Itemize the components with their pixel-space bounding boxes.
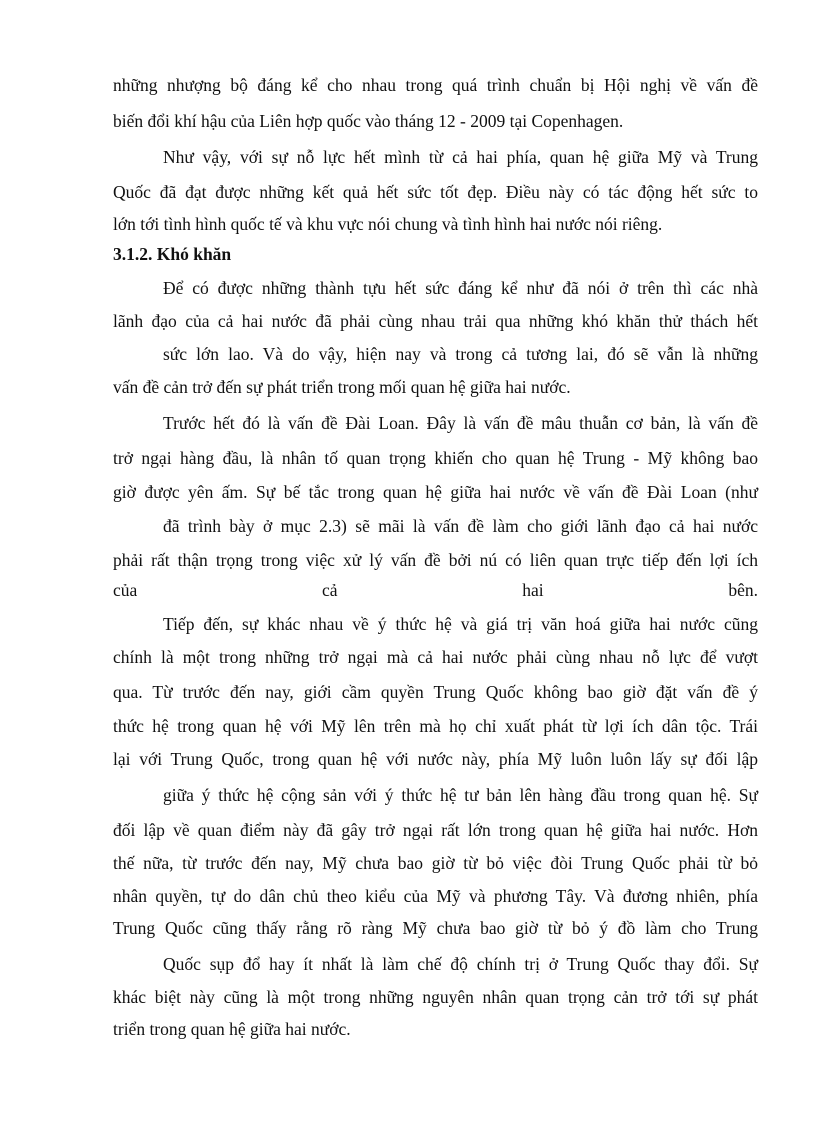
text-line: Để có được những thành tựu hết sức đáng kể như đã nói ở trên thì các nhà: [163, 278, 758, 298]
text-line: phải rất thận trọng trong việc xử lý vấn đề bởi nú có liên quan trực tiếp đến lợi ích: [113, 550, 758, 570]
text-line: biến đổi khí hậu của Liên hợp quốc vào tháng 12 - 2009 tại Copenhagen.: [113, 111, 624, 131]
text-line: Tiếp đến, sự khác nhau về ý thức hệ và giá trị văn hoá giữa hai nước cũng: [163, 614, 758, 634]
text-line: lớn tới tình hình quốc tế và khu vực nói chung và tình hình hai nước nói riêng.: [113, 214, 663, 234]
text-line: thế nữa, từ trước đến nay, Mỹ chưa bao giờ từ bỏ việc đòi Trung Quốc phải từ bỏ: [113, 853, 758, 873]
text-line: Quốc sụp đổ hay ít nhất là làm chế độ chính trị ở Trung Quốc thay đổi. Sự: [163, 954, 758, 974]
text-line: Quốc đã đạt được những kết quả hết sức tốt đẹp. Điều này có tác động hết sức to: [113, 182, 758, 202]
text-line: khác biệt này cũng là một trong những nguyên nhân quan trọng cản trở tới sự phát: [113, 987, 758, 1007]
text-line: lãnh đạo của cả hai nước đã phải cùng nhau trải qua những khó khăn thử thách hết: [113, 311, 758, 331]
text-line: sức lớn lao. Và do vậy, hiện nay và trong cả tương lai, đó sẽ vẫn là những: [163, 344, 758, 364]
text-line: những nhượng bộ đáng kể cho nhau trong quá trình chuẩn bị Hội nghị về vấn đề: [113, 75, 758, 95]
text-line: lại với Trung Quốc, trong quan hệ với nước này, phía Mỹ luôn luôn lấy sự đối lập: [113, 749, 758, 769]
text-line: chính là một trong những trở ngại mà cả hai nước phải cùng nhau nỗ lực để vượt: [113, 647, 758, 667]
text-line: đã trình bày ở mục 2.3) sẽ mãi là vấn đề làm cho giới lãnh đạo cả hai nước: [163, 516, 758, 536]
text-line: nhân quyền, tự do dân chủ theo kiểu của Mỹ và phương Tây. Và đương nhiên, phía: [113, 886, 758, 906]
text-line: Trung Quốc cũng thấy rằng rõ ràng Mỹ chưa bao giờ từ bỏ ý đồ làm cho Trung: [113, 918, 758, 938]
text-line: qua. Từ trước đến nay, giới cầm quyền Trung Quốc không bao giờ đặt vấn đề ý: [113, 682, 758, 702]
section-heading: 3.1.2. Khó khăn: [113, 244, 232, 264]
text-line: vấn đề cản trở đến sự phát triển trong mối quan hệ giữa hai nước.: [113, 377, 571, 397]
text-line: Trước hết đó là vấn đề Đài Loan. Đây là vấn đề mâu thuẫn cơ bản, là vấn đề: [163, 413, 758, 433]
text-line: của cả hai bên.: [113, 580, 758, 600]
text-line: triển trong quan hệ giữa hai nước.: [113, 1019, 351, 1039]
text-line: giữa ý thức hệ cộng sản với ý thức hệ tư bản lên hàng đầu trong quan hệ. Sự: [163, 785, 758, 805]
text-line: thức hệ trong quan hệ với Mỹ lên trên mà họ chỉ xuất phát từ lợi ích dân tộc. Trái: [113, 716, 758, 736]
text-line: giờ được yên ấm. Sự bế tắc trong quan hệ giữa hai nước về vấn đề Đài Loan (như: [113, 482, 758, 502]
text-line: đối lập về quan điểm này đã gây trở ngại rất lớn trong quan hệ giữa hai nước. Hơn: [113, 820, 758, 840]
text-line: Như vậy, với sự nỗ lực hết mình từ cả hai phía, quan hệ giữa Mỹ và Trung: [163, 147, 758, 167]
text-line: trở ngại hàng đầu, là nhân tố quan trọng khiến cho quan hệ Trung - Mỹ không bao: [113, 448, 758, 468]
